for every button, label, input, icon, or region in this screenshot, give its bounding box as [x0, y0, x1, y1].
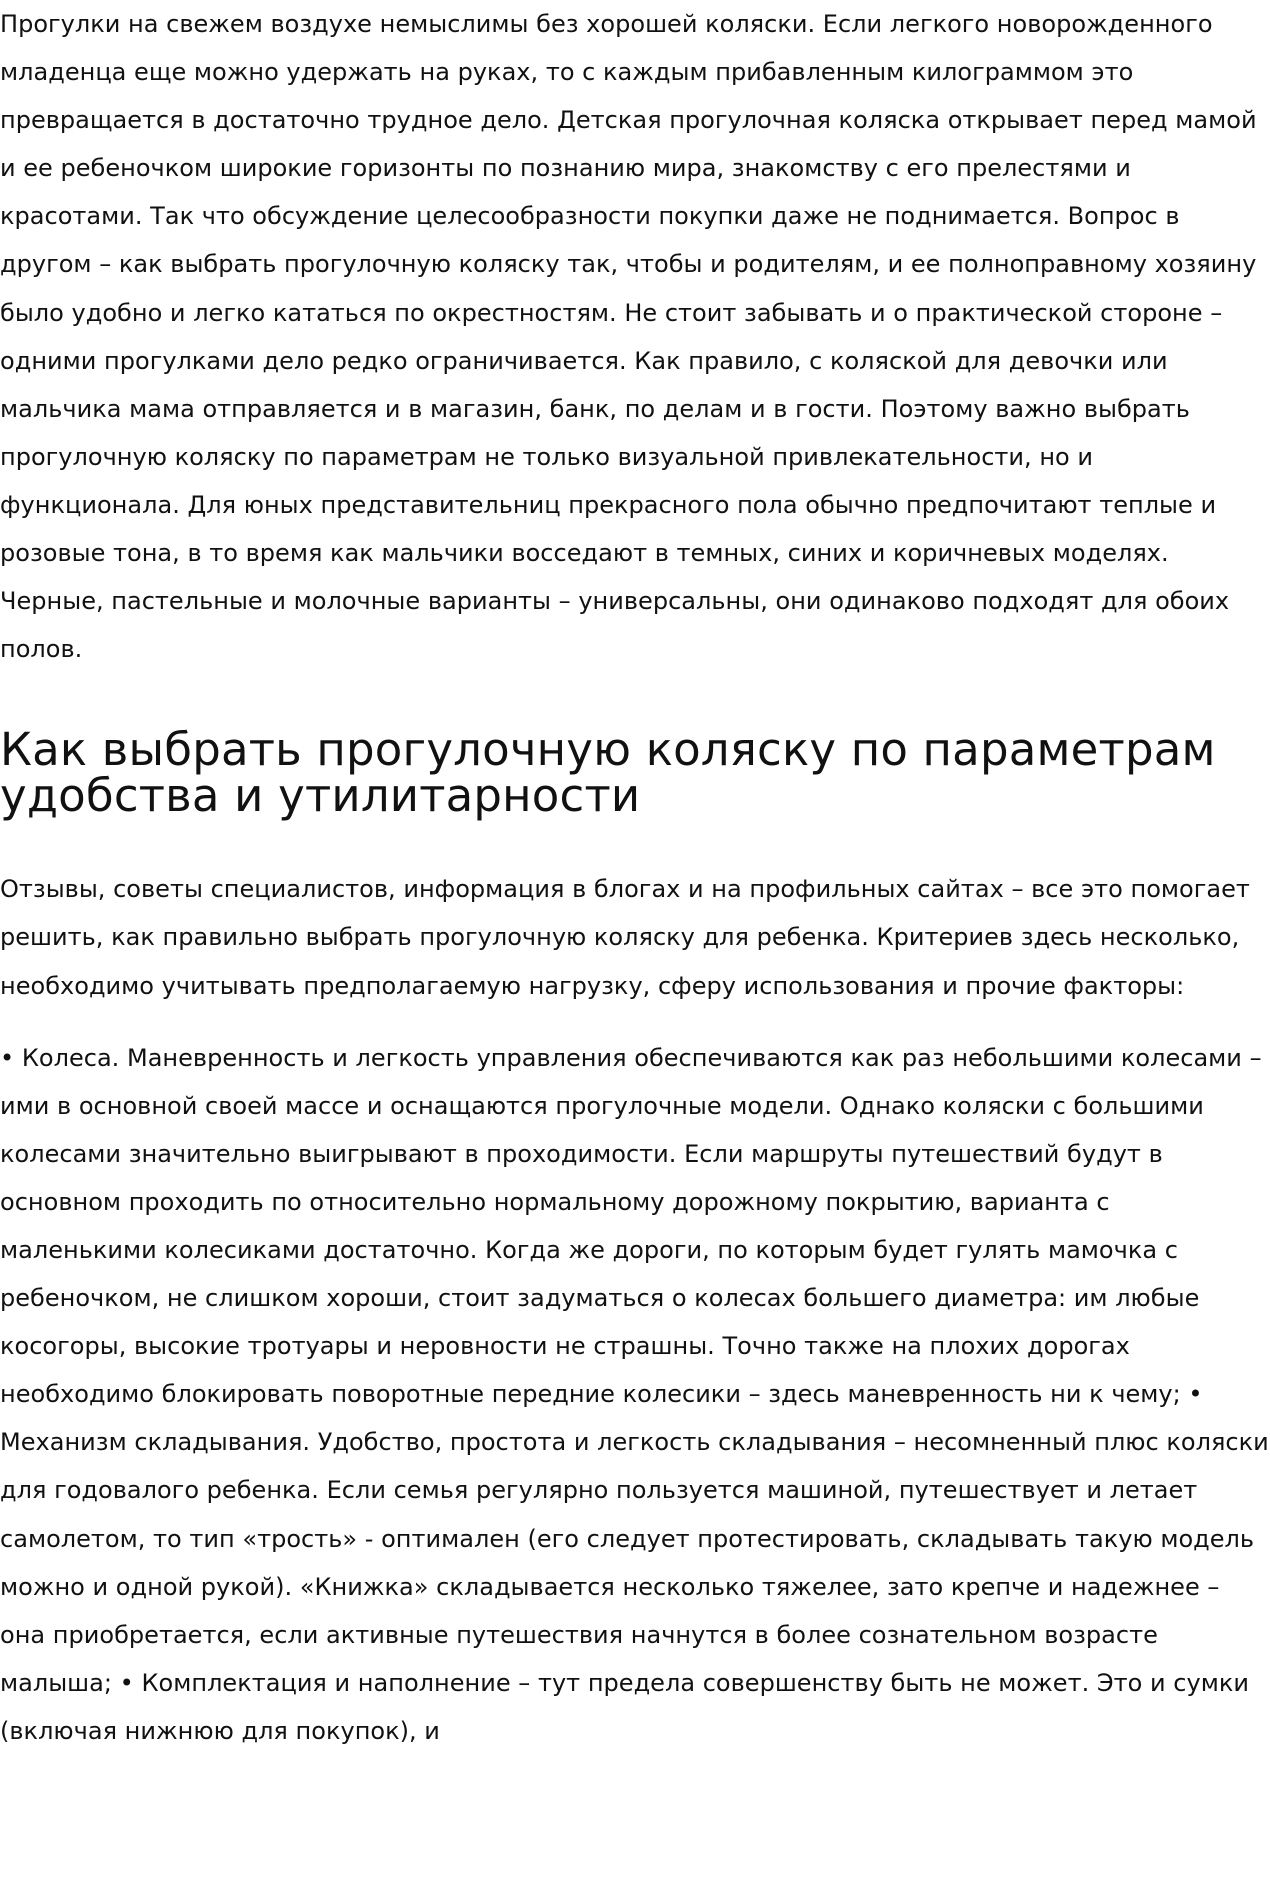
section-heading: Как выбрать прогулочную коляску по параметрам удобства и утилитарности	[0, 723, 1216, 823]
intro-paragraph: Прогулки на свежем воздухе немыслимы без хорошей коляски. Если легкого новорожденного младенца еще можно удержать на руках, то с каждым прибавленным килограммом это превращается в достаточно трудное дело. Детская прогулочная коляска открывает перед мамой и ее ребеночком широкие горизонты по познанию мира, знакомству с его прелестями и красотами. Так что обсуждение целесообразности покупки даже не поднимается. Вопрос в другом – как выбрать прогулочную коляску так, чтобы и родителям, и ее полноправному хозяину было удобно и легко кататься по окрестностям. Не стоит забывать и о практической стороне – одними прогулками дело редко ограничивается. Как правило, с коляской для девочки или мальчика мама отправляется и в магазин, банк, по делам и в гости. Поэтому важно выбрать прогулочную коляску по параметрам не только визуальной привлекательности, но и функционала. Для юных представительниц прекрасного пола обычно предпочитают теплые и розовые тона, в то время как мальчики восседают в темных, синих и коричневых моделях. Черные, пастельные и молочные варианты – универсальны, они одинаково подходят для обоих полов.	[0, 10, 1257, 664]
criteria-paragraph: • Колеса. Маневренность и легкость управления обеспечиваются как раз небольшими колесами – ими в основной своей массе и оснащаются прогулочные модели. Однако коляски с большими колесами значительно выигрывают в проходимости. Если маршруты путешествий будут в основном проходить по относительно нормальному дорожному покрытию, варианта с маленькими колесиками достаточно. Когда же дороги, по которым будет гулять мамочка с ребеночком, не слишком хороши, стоит задуматься о колесах большего диаметра: им любые косогоры, высокие тротуары и неровности не страшны. Точно также на плохих дорогах необходимо блокировать поворотные передние колесики – здесь маневренность ни к чему; • Механизм складывания. Удобство, простота и легкость складывания – несомненный плюс коляски для годовалого ребенка. Если семья регулярно пользуется машиной, путешествует и летает самолетом, то тип «трость» - оптимален (его следует протестировать, складывать такую модель можно и одной рукой). «Книжка» складывается несколько тяжелее, зато крепче и надежнее – она приобретается, если активные путешествия начнутся в более сознательном возрасте малыша; • Комплектация и наполнение – тут предела совершенству быть не может. Это и сумки (включая нижнюю для покупок), и	[0, 1043, 1269, 1745]
section-intro-paragraph: Отзывы, советы специалистов, информация в блогах и на профильных сайтах – все это помогает решить, как правильно выбрать прогулочную коляску для ребенка. Критериев здесь несколько, необходимо учитывать предполагаемую нагрузку, сферу использования и прочие факторы:	[0, 875, 1250, 1000]
